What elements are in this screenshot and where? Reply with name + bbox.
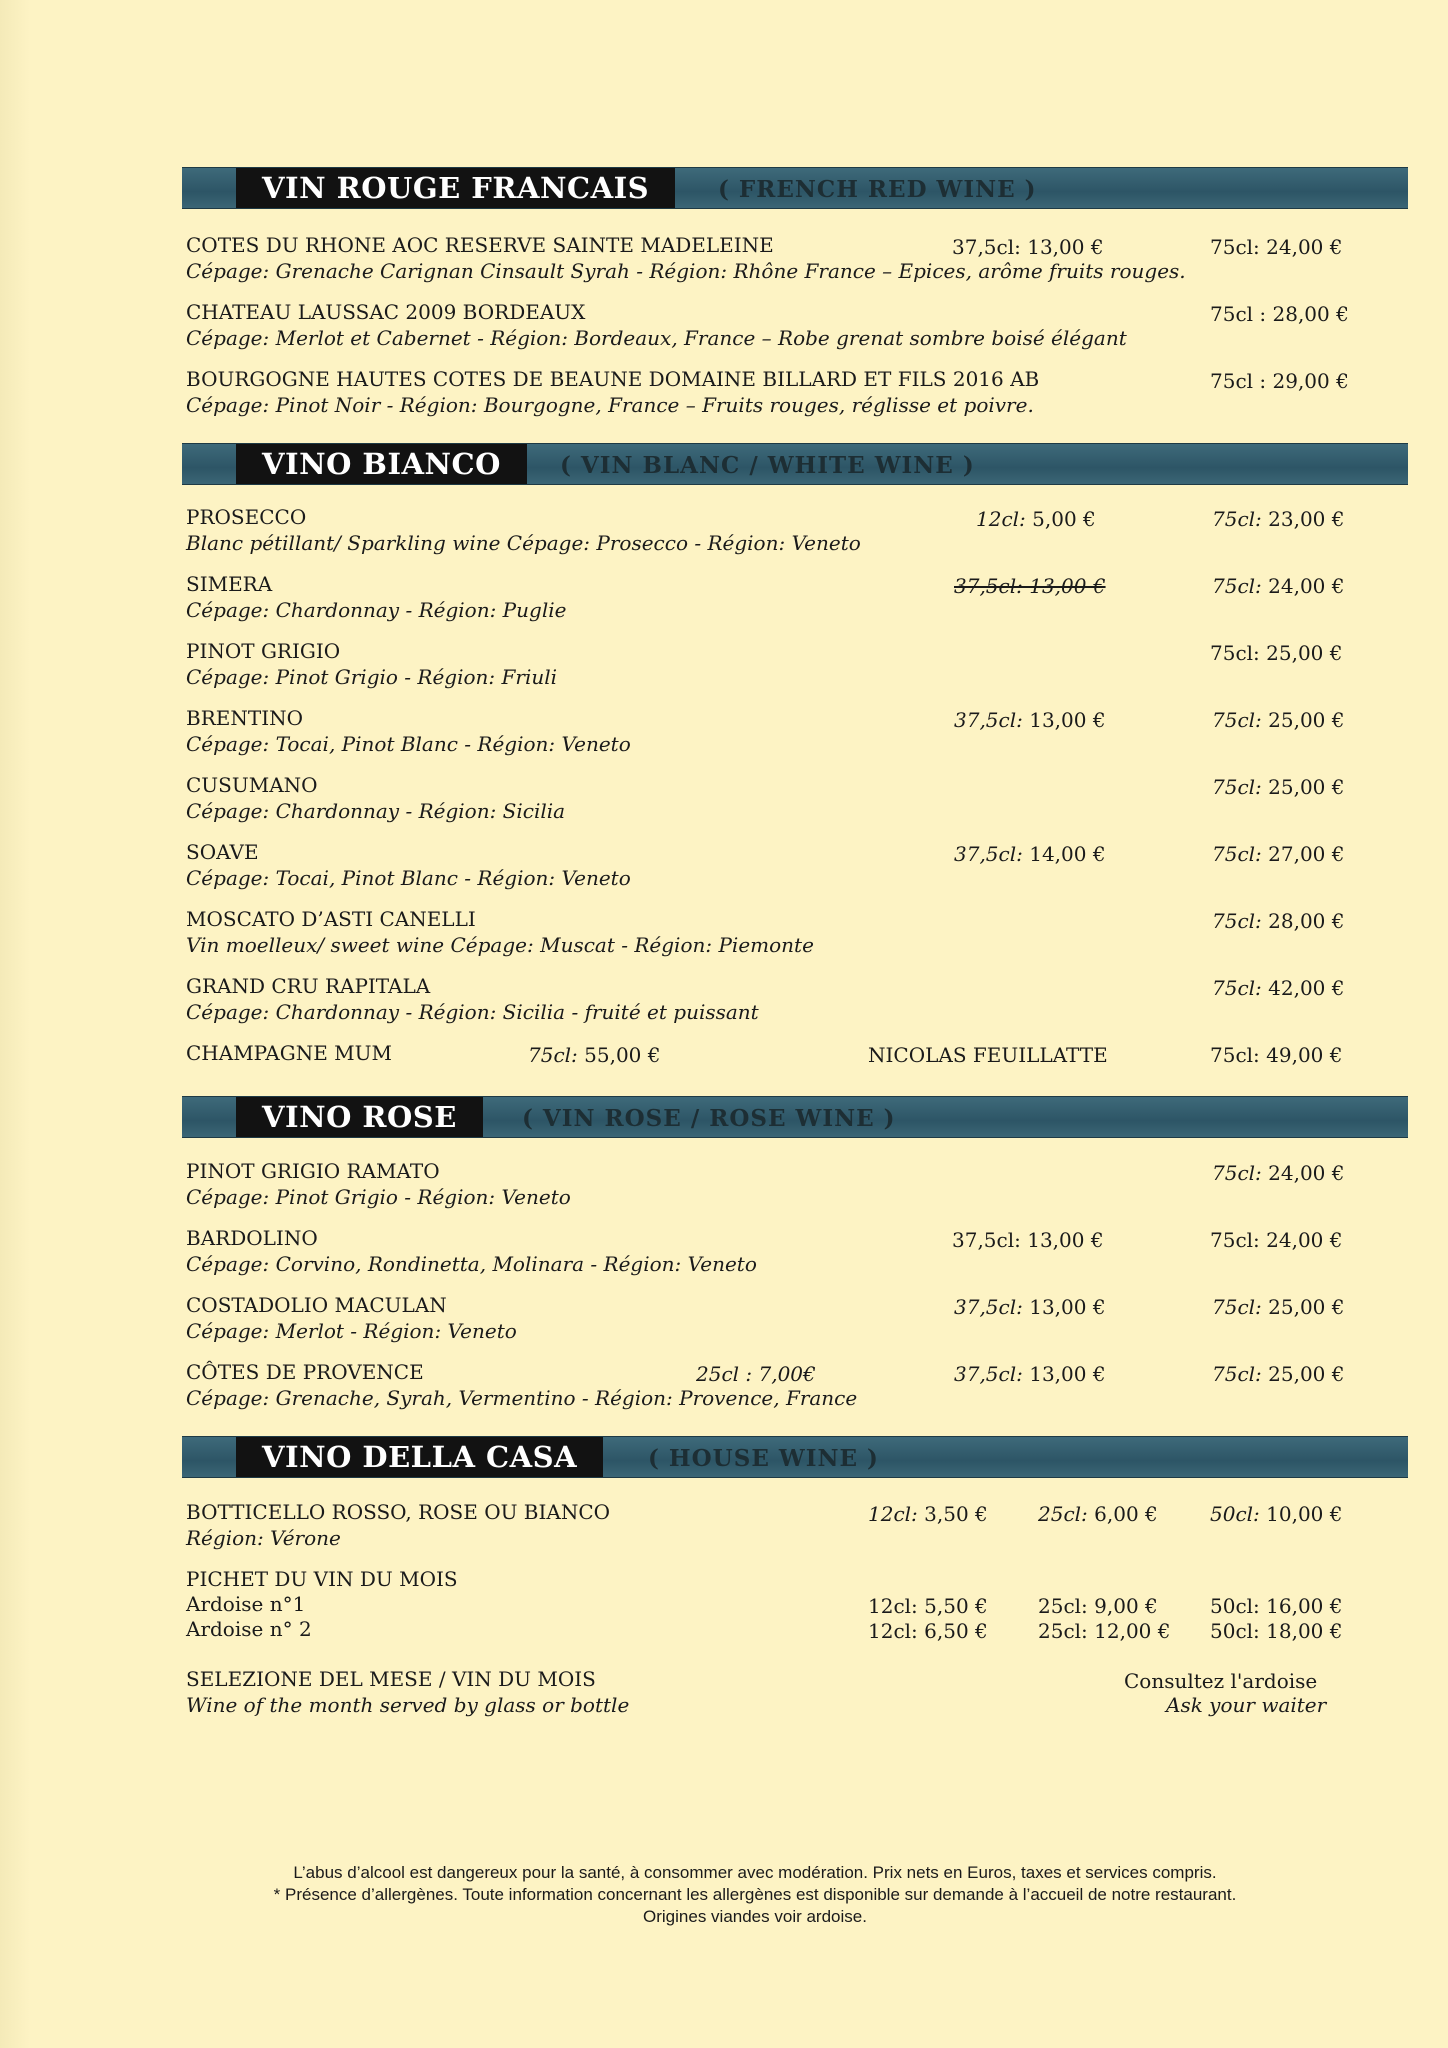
wine-description: Cépage: Pinot Grigio - Région: Veneto — [186, 1185, 571, 1209]
price-12cl: 12cl: 3,50 € — [868, 1502, 988, 1526]
section-header — [182, 1096, 1408, 1138]
page-edge — [0, 0, 30, 2048]
price-bottle-2: 75cl: 49,00 € — [1210, 1043, 1343, 1067]
wine-name: PROSECCO — [186, 505, 307, 529]
wine-name: COTES DU RHONE AOC RESERVE SAINTE MADELEINE — [186, 233, 774, 257]
wine-name: SOAVE — [186, 840, 259, 864]
section-header — [182, 1436, 1408, 1478]
section-header — [182, 443, 1408, 485]
price-half: 37,5cl: 13,00 € — [954, 1295, 1106, 1319]
wine-description: Cépage: Pinot Noir - Région: Bourgogne, France – Fruits rouges, réglisse et poivre. — [186, 393, 1034, 417]
footer-line: * Présence d’allergènes. Toute information concernant les allergènes est disponible sur demande à l’accueil de notre restaurant. — [273, 1885, 1237, 1904]
section-header — [182, 167, 1408, 209]
wine-name: GRAND CRU RAPITALA — [186, 974, 431, 998]
wine-name: SIMERA — [186, 572, 273, 596]
price-half: 37,5cl: 13,00 € — [952, 1228, 1104, 1252]
wine-name: BARDOLINO — [186, 1226, 318, 1250]
wine-name: BRENTINO — [186, 706, 303, 730]
ardoise2-price-50cl: 50cl: 18,00 € — [1210, 1619, 1343, 1643]
price-bottle: 75cl: 25,00 € — [1210, 641, 1343, 665]
wine-description: Cépage: Corvino, Rondinetta, Molinara - Région: Veneto — [186, 1252, 757, 1276]
price-half: 37,5cl: 13,00 € — [952, 235, 1104, 259]
wine-description: Vin moelleux/ sweet wine Cépage: Muscat - Région: Piemonte — [186, 933, 814, 957]
price-50cl: 50cl: 10,00 € — [1210, 1502, 1343, 1526]
wine-name: CHATEAU LAUSSAC 2009 BORDEAUX — [186, 300, 586, 324]
wine-description: Cépage: Grenache, Syrah, Vermentino - Région: Provence, France — [186, 1386, 858, 1410]
wine-name: CHAMPAGNE MUM — [186, 1041, 392, 1065]
section-title: VINO BIANCO — [236, 444, 527, 484]
price-bottle: 75cl: 55,00 € — [528, 1043, 661, 1067]
ardoise1-price-25cl: 25cl: 9,00 € — [1038, 1594, 1158, 1618]
section-title: VINO DELLA CASA — [236, 1437, 603, 1477]
price-bottle: 75cl: 42,00 € — [1212, 976, 1345, 1000]
wine-description: Cépage: Tocai, Pinot Blanc - Région: Veneto — [186, 732, 631, 756]
wine-name: PINOT GRIGIO — [186, 639, 341, 663]
ardoise-label-1: Ardoise n°1 — [186, 1592, 306, 1616]
price-bottle: 75cl: 24,00 € — [1212, 574, 1345, 598]
wine-description: Cépage: Merlot et Cabernet - Région: Bordeaux, France – Robe grenat sombre boisé élégant — [186, 326, 1127, 350]
wine-description: Cépage: Merlot - Région: Veneto — [186, 1319, 517, 1343]
price-bottle: 75cl: 24,00 € — [1210, 235, 1343, 259]
footer-line: L’abus d’alcool est dangereux pour la santé, à consommer avec modération. Prix nets en Euros, taxes et services compris. — [293, 1863, 1217, 1882]
section-vin-rouge — [182, 167, 1408, 209]
footer-line: Origines viandes voir ardoise. — [643, 1907, 867, 1926]
waiter-note: Ask your waiter — [1166, 1693, 1327, 1717]
wine-name: PINOT GRIGIO RAMATO — [186, 1159, 440, 1183]
section-vino-rose — [182, 1096, 1408, 1138]
section-subtitle: ( VIN ROSE / ROSE WINE ) — [522, 1105, 896, 1132]
price-bottle: 75cl: 25,00 € — [1212, 775, 1345, 799]
legal-footer — [180, 1862, 1330, 1928]
wine-description: Blanc pétillant/ Sparkling wine Cépage: Prosecco - Région: Veneto — [186, 531, 861, 555]
wine-name: BOTTICELLO ROSSO, ROSE OU BIANCO — [186, 1500, 611, 1524]
price-bottle: 75cl: 24,00 € — [1210, 1228, 1343, 1252]
wine-description: Cépage: Chardonnay - Région: Puglie — [186, 598, 567, 622]
price-bottle: 75cl : 29,00 € — [1210, 369, 1349, 393]
section-vino-bianco — [182, 443, 1408, 485]
ardoise1-price-12cl: 12cl: 5,50 € — [868, 1594, 988, 1618]
wine-name: PICHET DU VIN DU MOIS — [186, 1567, 458, 1591]
wine-name: BOURGOGNE HAUTES COTES DE BEAUNE DOMAINE BILLARD ET FILS 2016 AB — [186, 367, 1040, 391]
section-vino-della-casa — [182, 1436, 1408, 1478]
wine-description: Cépage: Grenache Carignan Cinsault Syrah - Région: Rhône France – Epices, arôme fruits rouges. — [186, 259, 1186, 283]
wine-description: Wine of the month served by glass or bottle — [186, 1693, 630, 1717]
wine-description: Cépage: Chardonnay - Région: Sicilia - fruité et puissant — [186, 1000, 759, 1024]
price-half-struck: 37,5cl: 13,00 € — [954, 574, 1106, 598]
price-glass: 12cl: 5,00 € — [976, 507, 1096, 531]
price-bottle: 75cl: 24,00 € — [1212, 1161, 1345, 1185]
price-bottle: 75cl: 23,00 € — [1212, 507, 1345, 531]
wine-name-2: NICOLAS FEUILLATTE — [868, 1043, 1108, 1067]
wine-description: Cépage: Pinot Grigio - Région: Friuli — [186, 665, 558, 689]
section-subtitle: ( FRENCH RED WINE ) — [718, 176, 1037, 203]
section-title: VIN ROUGE FRANCAIS — [236, 168, 675, 208]
wine-description: Région: Vérone — [186, 1526, 341, 1550]
price-bottle: 75cl : 28,00 € — [1210, 302, 1349, 326]
wine-name: SELEZIONE DEL MESE / VIN DU MOIS — [186, 1667, 596, 1691]
wine-description: Cépage: Chardonnay - Région: Sicilia — [186, 799, 566, 823]
price-bottle: 75cl: 28,00 € — [1212, 909, 1345, 933]
price-half: 37,5cl: 13,00 € — [954, 708, 1106, 732]
section-subtitle: ( HOUSE WINE ) — [648, 1445, 879, 1472]
wine-name: CÔTES DE PROVENCE — [186, 1360, 424, 1384]
wine-name: CUSUMANO — [186, 773, 318, 797]
price-bottle: 75cl: 25,00 € — [1212, 1362, 1345, 1386]
wine-name: MOSCATO D’ASTI CANELLI — [186, 907, 476, 931]
wine-name: COSTADOLIO MACULAN — [186, 1293, 447, 1317]
price-half: 37,5cl: 13,00 € — [954, 1362, 1106, 1386]
ardoise-note: Consultez l'ardoise — [1124, 1669, 1318, 1693]
ardoise-label-2: Ardoise n° 2 — [186, 1617, 312, 1641]
section-subtitle: ( VIN BLANC / WHITE WINE ) — [560, 452, 975, 479]
ardoise2-price-12cl: 12cl: 6,50 € — [868, 1619, 988, 1643]
ardoise2-price-25cl: 25cl: 12,00 € — [1038, 1619, 1171, 1643]
price-bottle: 75cl: 27,00 € — [1212, 842, 1345, 866]
price-bottle: 75cl: 25,00 € — [1212, 1295, 1345, 1319]
price-25cl: 25cl: 6,00 € — [1038, 1502, 1158, 1526]
price-bottle: 75cl: 25,00 € — [1212, 708, 1345, 732]
wine-description: Cépage: Tocai, Pinot Blanc - Région: Veneto — [186, 866, 631, 890]
ardoise1-price-50cl: 50cl: 16,00 € — [1210, 1594, 1343, 1618]
price-half: 37,5cl: 14,00 € — [954, 842, 1106, 866]
section-title: VINO ROSE — [236, 1097, 483, 1137]
price-quarter: 25cl : 7,00€ — [696, 1362, 816, 1386]
